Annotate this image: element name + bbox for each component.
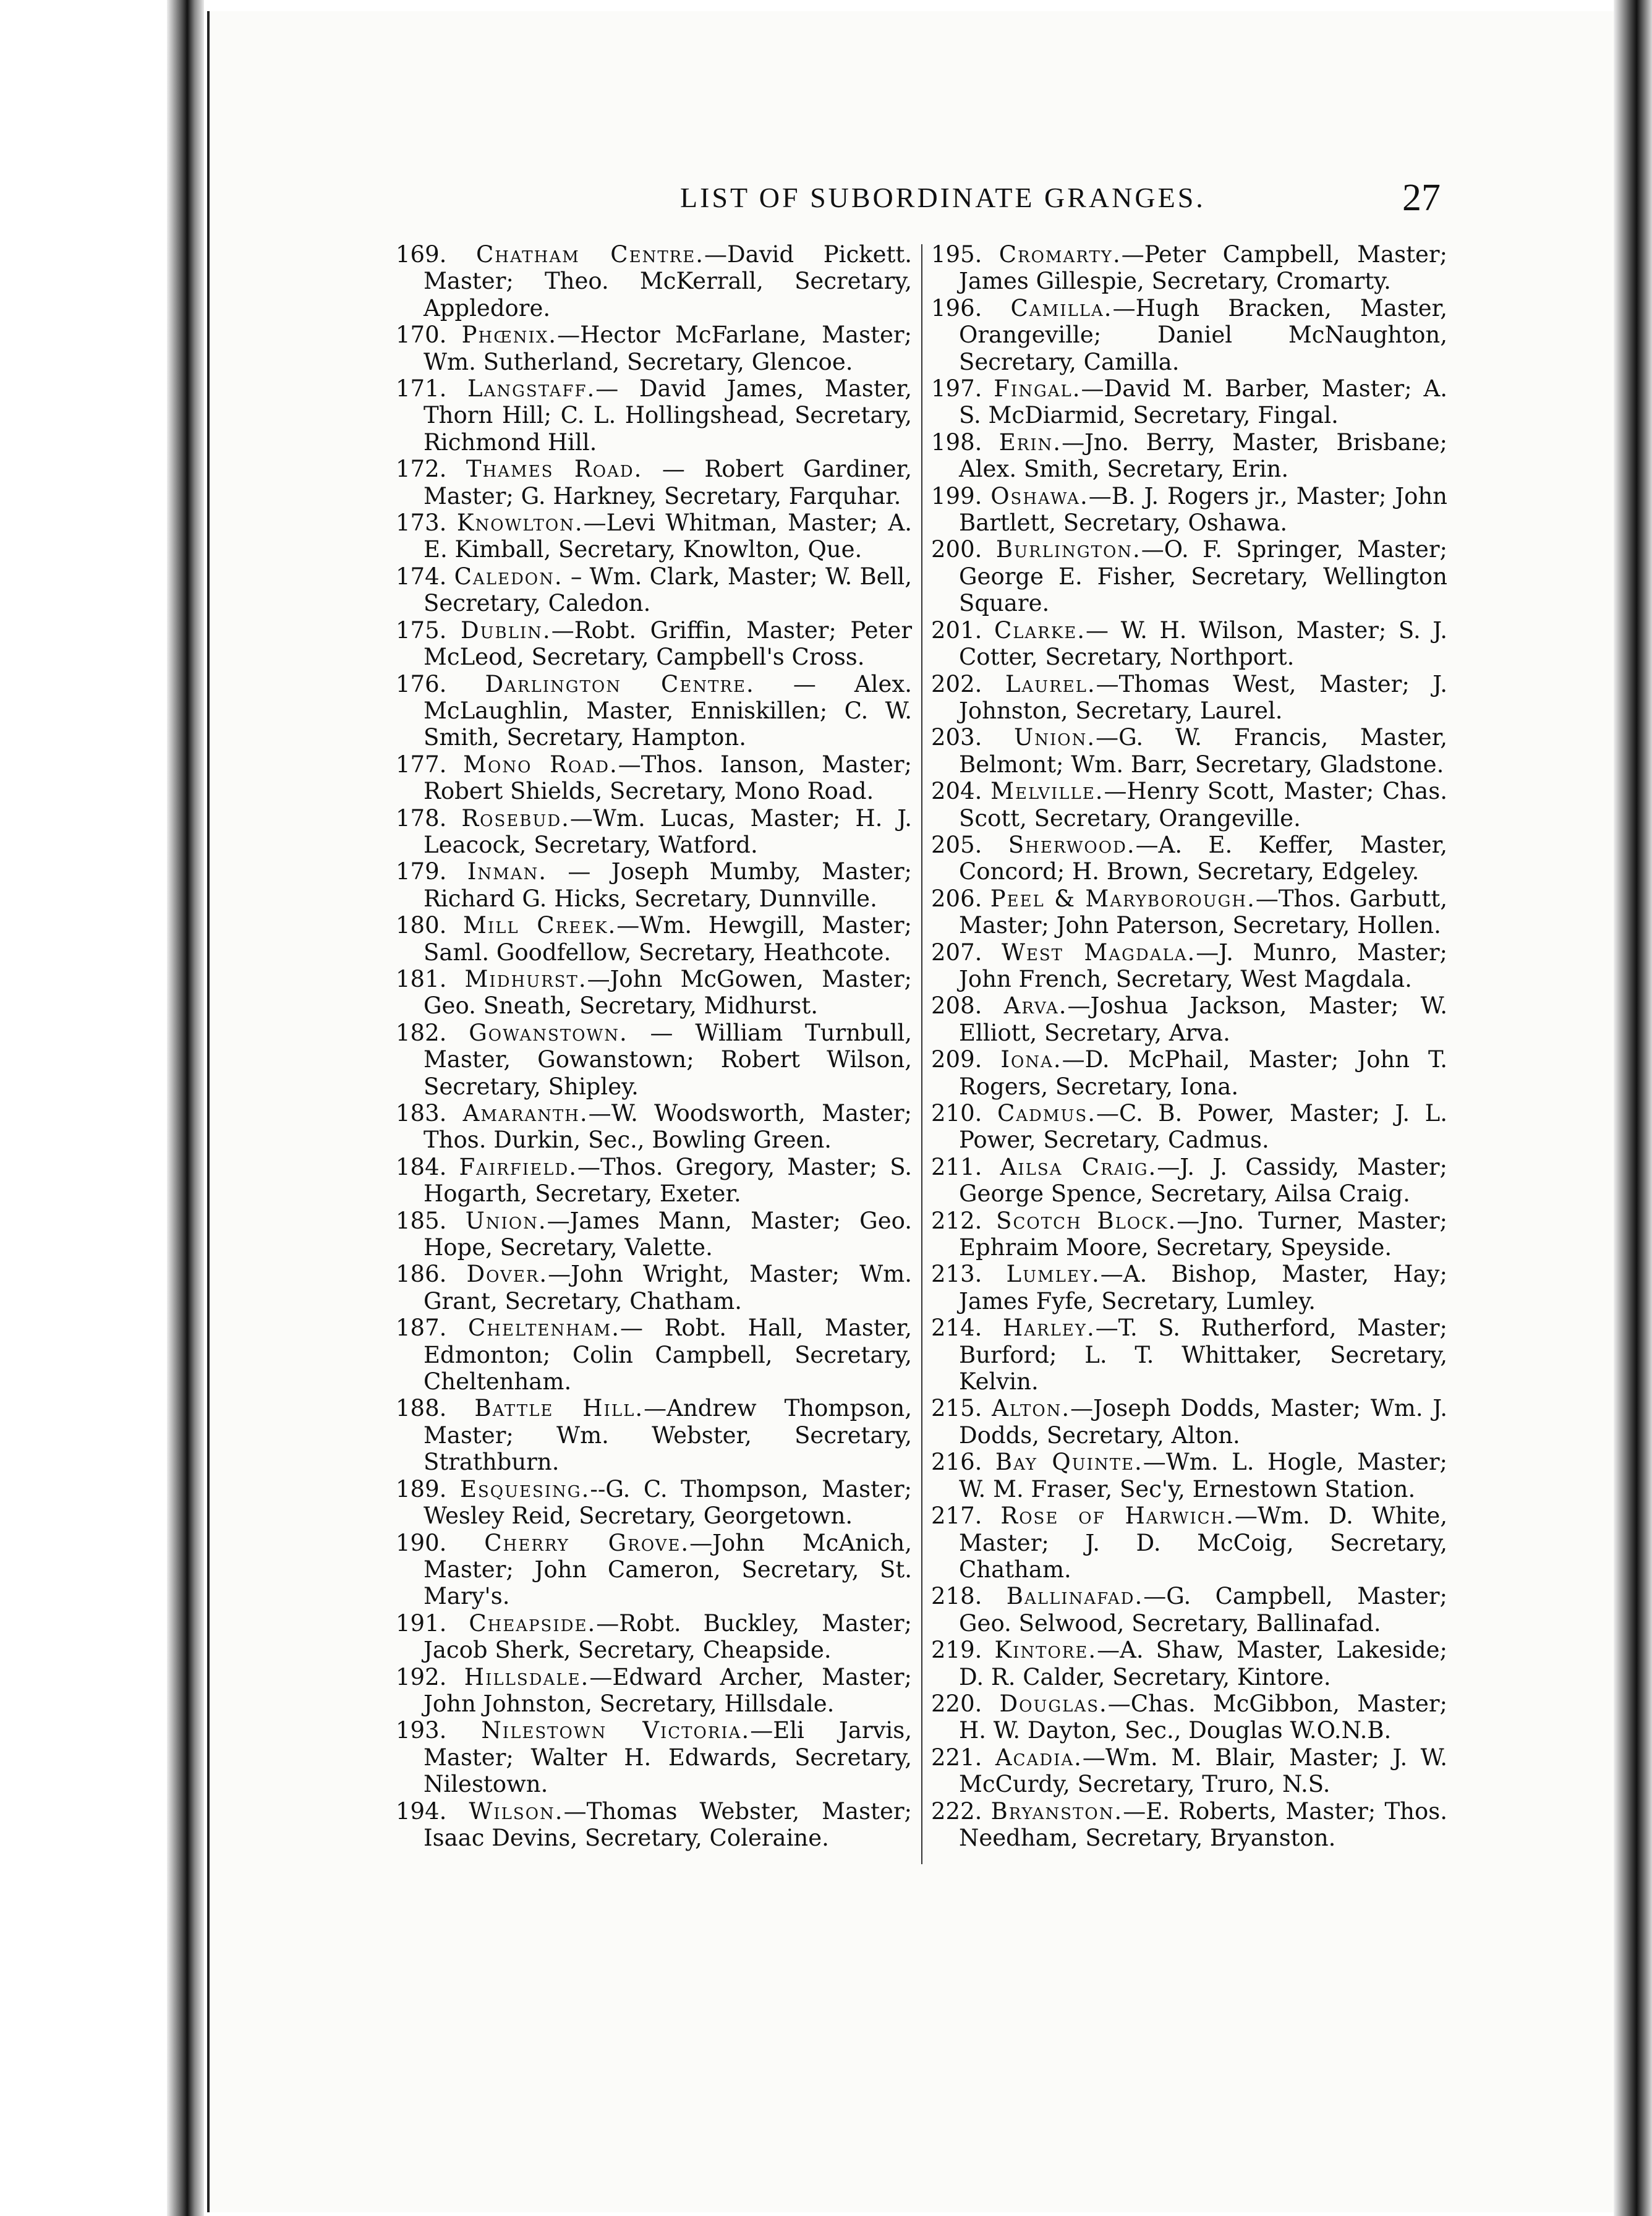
grange-entry bbox=[396, 858, 912, 912]
grange-officers: —A. Bishop, Master, Hay; James Fyfe, Secretary, Lumley. bbox=[959, 1261, 1447, 1315]
grange-entry bbox=[396, 1664, 912, 1718]
grange-entry bbox=[396, 456, 912, 509]
grange-number: 209. bbox=[931, 1046, 982, 1073]
right-column bbox=[931, 241, 1447, 1851]
grange-number: 207. bbox=[931, 939, 982, 966]
grange-officers: —C. B. Power, Master; J. L. Power, Secretary, Cadmus. bbox=[959, 1100, 1447, 1154]
grange-number: 211. bbox=[931, 1153, 982, 1180]
grange-officers: – Wm. Clark, Master; W. Bell, Secretary, Caledon. bbox=[424, 563, 913, 617]
grange-number: 181. bbox=[396, 965, 447, 992]
grange-number: 190. bbox=[396, 1529, 447, 1556]
grange-officers: —Chas. McGibbon, Master; H. W. Dayton, Sec., Douglas W.O.N.B. bbox=[959, 1690, 1448, 1744]
grange-entry bbox=[396, 509, 912, 563]
grange-number: 189. bbox=[396, 1475, 447, 1502]
grange-number: 174. bbox=[396, 563, 447, 590]
grange-name: Acadia. bbox=[995, 1744, 1083, 1771]
grange-officers: —Edward Archer, Master; John Johnston, Secretary, Hillsdale. bbox=[424, 1663, 912, 1717]
grange-entry bbox=[396, 1315, 912, 1395]
grange-name: Harley. bbox=[1002, 1315, 1096, 1342]
grange-entry bbox=[931, 429, 1447, 483]
grange-name: Kintore. bbox=[994, 1637, 1097, 1664]
grange-name: Fingal. bbox=[994, 375, 1081, 403]
grange-officers: —Henry Scott, Master; Chas. Scott, Secretary, Orangeville. bbox=[959, 778, 1447, 832]
left-column bbox=[396, 241, 912, 1851]
grange-name: Nilestown Victoria. bbox=[481, 1717, 751, 1744]
grange-name: Hillsdale. bbox=[464, 1663, 590, 1690]
grange-officers: — David James, Master, Thorn Hill; C. L. Hollingshead, Secretary, Richmond Hill. bbox=[424, 375, 912, 456]
grange-name: West Magdala. bbox=[1001, 939, 1196, 966]
grange-entry bbox=[396, 1261, 912, 1315]
grange-name: Wilson. bbox=[469, 1797, 564, 1825]
grange-number: 180. bbox=[396, 912, 447, 939]
grange-officers: —B. J. Rogers jr., Master; John Bartlett, Secretary, Oshawa. bbox=[959, 482, 1448, 537]
grange-name: Rose of Harwich. bbox=[1000, 1502, 1235, 1530]
grange-name: Arva. bbox=[1003, 992, 1068, 1020]
grange-name: Gowanstown. bbox=[469, 1019, 628, 1046]
grange-number: 173. bbox=[396, 509, 447, 537]
grange-number: 208. bbox=[931, 992, 982, 1020]
grange-entry bbox=[931, 1261, 1447, 1315]
grange-number: 184. bbox=[396, 1153, 447, 1180]
grange-name: Chatham Centre. bbox=[475, 241, 704, 268]
grange-entry bbox=[396, 1610, 912, 1664]
grange-entry bbox=[396, 241, 912, 322]
grange-entry bbox=[931, 1154, 1447, 1208]
grange-officers: —Robt. Buckley, Master; Jacob Sherk, Secretary, Cheapside. bbox=[424, 1609, 912, 1664]
grange-number: 170. bbox=[396, 322, 447, 349]
grange-officers: —Joshua Jackson, Master; W. Elliott, Secretary, Arva. bbox=[959, 992, 1447, 1046]
grange-name: Cheltenham. bbox=[467, 1315, 620, 1342]
grange-entry bbox=[396, 1020, 912, 1100]
grange-number: 202. bbox=[931, 670, 982, 697]
running-title: LIST OF SUBORDINATE GRANGES. bbox=[680, 182, 1206, 213]
grange-number: 222. bbox=[931, 1797, 982, 1825]
grange-name: Alton. bbox=[992, 1395, 1071, 1422]
grange-number: 210. bbox=[931, 1100, 982, 1127]
grange-entry bbox=[931, 778, 1447, 832]
grange-entry bbox=[931, 1395, 1447, 1449]
grange-entry bbox=[931, 1798, 1447, 1852]
grange-number: 194. bbox=[396, 1797, 447, 1825]
grange-entry bbox=[396, 1476, 912, 1530]
grange-entry bbox=[931, 671, 1447, 725]
grange-entry bbox=[931, 1502, 1447, 1583]
grange-officers: —Thos. Garbutt, Master; John Paterson, Secretary, Hollen. bbox=[959, 885, 1447, 939]
grange-name: Lumley. bbox=[1006, 1261, 1101, 1288]
grange-name: Rosebud. bbox=[461, 804, 570, 832]
grange-number: 196. bbox=[931, 294, 982, 322]
grange-officers: —Eli Jarvis, Master; Walter H. Edwards, Secretary, Nilestown. bbox=[424, 1717, 912, 1798]
grange-name: Cadmus. bbox=[997, 1100, 1096, 1127]
grange-entry bbox=[931, 939, 1447, 993]
grange-entry bbox=[396, 322, 912, 375]
grange-entry bbox=[931, 885, 1447, 939]
grange-entry bbox=[931, 1449, 1447, 1502]
grange-entry bbox=[396, 617, 912, 671]
grange-name: Battle Hill. bbox=[474, 1395, 644, 1422]
grange-officers: — W. H. Wilson, Master; S. J. Cotter, Secretary, Northport. bbox=[959, 616, 1447, 671]
grange-entry bbox=[931, 483, 1447, 537]
grange-entry bbox=[396, 1154, 912, 1208]
grange-entry bbox=[931, 1046, 1447, 1100]
grange-officers: —Thos. Ianson, Master; Robert Shields, Secretary, Mono Road. bbox=[424, 751, 913, 805]
grange-officers: —John McGowen, Master; Geo. Sneath, Secretary, Midhurst. bbox=[424, 965, 912, 1020]
grange-number: 175. bbox=[396, 616, 447, 644]
grange-name: Dover. bbox=[466, 1261, 548, 1288]
grange-officers: —Hugh Bracken, Master, Orangeville; Daniel McNaughton, Secretary, Camilla. bbox=[959, 294, 1448, 375]
grange-entry bbox=[396, 1798, 912, 1852]
grange-entry bbox=[931, 375, 1447, 429]
grange-number: 192. bbox=[396, 1663, 447, 1690]
grange-officers: —David Pickett. Master; Theo. McKerrall, Secretary, Appledore. bbox=[424, 241, 912, 322]
grange-officers: —Jno. Turner, Master; Ephraim Moore, Secretary, Speyside. bbox=[959, 1207, 1448, 1261]
grange-officers: —Wm. L. Hogle, Master; W. M. Fraser, Sec'y, Ernestown Station. bbox=[959, 1449, 1447, 1502]
grange-number: 197. bbox=[931, 375, 982, 403]
grange-number: 221. bbox=[931, 1744, 982, 1771]
grange-number: 177. bbox=[396, 751, 447, 778]
grange-name: Mill Creek. bbox=[462, 912, 617, 939]
grange-name: Peel & Maryborough. bbox=[990, 885, 1256, 912]
grange-officers: —Levi Whitman, Master; A. E. Kimball, Secretary, Knowlton, Que. bbox=[424, 509, 912, 563]
grange-number: 198. bbox=[931, 428, 982, 456]
grange-number: 176. bbox=[396, 670, 447, 697]
facing-page-edge bbox=[167, 0, 204, 2216]
grange-number: 212. bbox=[931, 1207, 982, 1234]
grange-number: 199. bbox=[931, 482, 982, 509]
page-right-edge bbox=[1614, 0, 1652, 2216]
grange-name: Amaranth. bbox=[462, 1100, 589, 1127]
grange-number: 185. bbox=[396, 1207, 447, 1234]
grange-entry bbox=[931, 1690, 1447, 1744]
grange-number: 182. bbox=[396, 1019, 447, 1046]
grange-officers: —Wm. Lucas, Master; H. J. Leacock, Secretary, Watford. bbox=[424, 804, 912, 858]
grange-entry bbox=[396, 671, 912, 751]
grange-number: 186. bbox=[396, 1261, 447, 1288]
grange-number: 195. bbox=[931, 241, 982, 268]
grange-officers: —J. J. Cassidy, Master; George Spence, Secretary, Ailsa Craig. bbox=[959, 1153, 1447, 1208]
grange-entry bbox=[396, 805, 912, 859]
grange-number: 204. bbox=[931, 778, 982, 805]
grange-number: 178. bbox=[396, 804, 447, 832]
grange-officers: — Robert Gardiner, Master; G. Harkney, Secretary, Farquhar. bbox=[424, 456, 912, 509]
grange-name: Scotch Block. bbox=[996, 1207, 1177, 1234]
grange-name: Erin. bbox=[998, 428, 1062, 456]
grange-number: 213. bbox=[931, 1261, 982, 1288]
grange-number: 187. bbox=[396, 1315, 447, 1342]
grange-entry bbox=[931, 617, 1447, 671]
grange-number: 171. bbox=[396, 375, 447, 403]
grange-number: 188. bbox=[396, 1395, 447, 1422]
grange-officers: —Thomas West, Master; J. Johnston, Secretary, Laurel. bbox=[959, 670, 1447, 724]
grange-entry bbox=[396, 1717, 912, 1797]
grange-entry bbox=[931, 832, 1447, 885]
grange-officers: — Alex. McLaughlin, Master, Enniskillen; C. W. Smith, Secretary, Hampton. bbox=[424, 670, 912, 751]
grange-officers: — William Turnbull, Master, Gowanstown; Robert Wilson, Secretary, Shipley. bbox=[424, 1019, 912, 1100]
grange-name: Oshawa. bbox=[990, 482, 1089, 509]
grange-entry bbox=[396, 375, 912, 456]
grange-entry bbox=[396, 563, 912, 617]
grange-name: Thames Road. bbox=[466, 456, 643, 483]
grange-officers: —Hector McFarlane, Master; Wm. Sutherland, Secretary, Glencoe. bbox=[424, 322, 913, 375]
grange-officers: —T. S. Rutherford, Master; Burford; L. T. Whittaker, Secretary, Kelvin. bbox=[959, 1315, 1448, 1396]
grange-entry bbox=[931, 992, 1447, 1046]
grange-number: 219. bbox=[931, 1637, 982, 1664]
grange-name: Union. bbox=[1014, 724, 1096, 751]
grange-name: Ballinafad. bbox=[1006, 1583, 1144, 1610]
grange-name: Dublin. bbox=[460, 616, 551, 644]
grange-officers: —E. Roberts, Master; Thos. Needham, Secretary, Bryanston. bbox=[959, 1797, 1447, 1851]
grange-entry bbox=[396, 912, 912, 966]
grange-officers: —Peter Campbell, Master; James Gillespie, Secretary, Cromarty. bbox=[959, 241, 1447, 295]
grange-officers: —Thos. Gregory, Master; S. Hogarth, Secretary, Exeter. bbox=[424, 1153, 912, 1208]
grange-name: Midhurst. bbox=[464, 965, 587, 992]
grange-name: Ailsa Craig. bbox=[1000, 1153, 1157, 1180]
grange-entry bbox=[396, 966, 912, 1020]
grange-officers: —John McAnich, Master; John Cameron, Secretary, St. Mary's. bbox=[424, 1529, 913, 1610]
grange-entry bbox=[931, 1637, 1447, 1690]
grange-officers: —Wm. D. White, Master; J. D. McCoig, Secretary, Chatham. bbox=[959, 1502, 1448, 1583]
grange-entry bbox=[396, 751, 912, 805]
grange-number: 218. bbox=[931, 1583, 982, 1610]
grange-name: Cheapside. bbox=[469, 1609, 597, 1637]
grange-name: Laurel. bbox=[1005, 670, 1096, 697]
grange-entry bbox=[931, 1208, 1447, 1261]
grange-number: 206. bbox=[931, 885, 982, 912]
grange-name: Cromarty. bbox=[998, 241, 1122, 268]
grange-officers: —Wm. M. Blair, Master; J. W. McCurdy, Secretary, Truro, N.S. bbox=[959, 1744, 1447, 1798]
grange-officers: —W. Woodsworth, Master; Thos. Durkin, Sec., Bowling Green. bbox=[424, 1100, 912, 1154]
grange-entry bbox=[931, 1583, 1447, 1637]
grange-number: 191. bbox=[396, 1609, 447, 1637]
grange-officers: —G. Campbell, Master; Geo. Selwood, Secretary, Ballinafad. bbox=[959, 1583, 1447, 1637]
grange-name: Esquesing. bbox=[459, 1475, 590, 1502]
grange-number: 172. bbox=[396, 456, 447, 483]
grange-officers: --G. C. Thompson, Master; Wesley Reid, Secretary, Georgetown. bbox=[424, 1475, 912, 1530]
column-divider bbox=[921, 244, 922, 1864]
grange-officers: —James Mann, Master; Geo. Hope, Secretary, Valette. bbox=[424, 1207, 912, 1261]
grange-officers: —Robt. Griffin, Master; Peter McLeod, Secretary, Campbell's Cross. bbox=[424, 616, 913, 671]
grange-officers: —D. McPhail, Master; John T. Rogers, Secretary, Iona. bbox=[959, 1046, 1447, 1100]
page-number: 27 bbox=[1402, 177, 1441, 219]
grange-number: 205. bbox=[931, 831, 982, 858]
grange-officers: —O. F. Springer, Master; George E. Fisher, Secretary, Wellington Square. bbox=[959, 536, 1448, 617]
grange-name: Inman. bbox=[467, 858, 548, 885]
grange-name: Sherwood. bbox=[1008, 831, 1136, 858]
grange-name: Melville. bbox=[990, 778, 1104, 805]
grange-name: Langstaff. bbox=[467, 375, 596, 403]
grange-entry bbox=[931, 536, 1447, 616]
grange-entry bbox=[931, 724, 1447, 778]
grange-number: 217. bbox=[931, 1502, 982, 1530]
grange-name: Burlington. bbox=[995, 536, 1141, 563]
grange-name: Knowlton. bbox=[456, 509, 584, 537]
grange-name: Mono Road. bbox=[463, 751, 618, 778]
grange-number: 169. bbox=[396, 241, 447, 268]
grange-name: Phœnix. bbox=[461, 322, 558, 349]
page-header bbox=[680, 176, 1441, 226]
grange-number: 203. bbox=[931, 724, 982, 751]
grange-officers: —G. W. Francis, Master, Belmont; Wm. Barr, Secretary, Gladstone. bbox=[959, 724, 1447, 778]
grange-officers: —Wm. Hewgill, Master; Saml. Goodfellow, Secretary, Heathcote. bbox=[424, 912, 912, 966]
grange-name: Darlington Centre. bbox=[485, 670, 755, 697]
grange-number: 193. bbox=[396, 1717, 447, 1744]
grange-entry bbox=[931, 295, 1447, 375]
grange-entry bbox=[931, 1100, 1447, 1154]
grange-number: 214. bbox=[931, 1315, 982, 1342]
grange-name: Union. bbox=[465, 1207, 547, 1234]
grange-officers: —Jno. Berry, Master, Brisbane; Alex. Smith, Secretary, Erin. bbox=[959, 428, 1447, 483]
grange-name: Fairfield. bbox=[459, 1153, 577, 1180]
grange-entry bbox=[396, 1100, 912, 1154]
grange-number: 220. bbox=[931, 1690, 982, 1717]
grange-officers: —Andrew Thompson, Master; Wm. Webster, Secretary, Strathburn. bbox=[424, 1395, 913, 1476]
grange-entry bbox=[396, 1208, 912, 1261]
grange-name: Bay Quinte. bbox=[995, 1449, 1143, 1476]
grange-officers: —Joseph Dodds, Master; Wm. J. Dodds, Secretary, Alton. bbox=[959, 1395, 1448, 1449]
grange-entry bbox=[396, 1395, 912, 1475]
grange-officers: — Robt. Hall, Master, Edmonton; Colin Campbell, Secretary, Cheltenham. bbox=[424, 1315, 912, 1396]
grange-officers: —Thomas Webster, Master; Isaac Devins, Secretary, Coleraine. bbox=[424, 1797, 912, 1851]
grange-number: 216. bbox=[931, 1449, 982, 1476]
grange-number: 200. bbox=[931, 536, 982, 563]
grange-name: Iona. bbox=[1000, 1046, 1062, 1073]
grange-officers: —John Wright, Master; Wm. Grant, Secretary, Chatham. bbox=[424, 1261, 913, 1315]
grange-number: 201. bbox=[931, 616, 982, 644]
grange-officers: — Joseph Mumby, Master; Richard G. Hicks, Secretary, Dunnville. bbox=[424, 858, 913, 912]
grange-entry bbox=[931, 1315, 1447, 1395]
grange-officers: —A. E. Keffer, Master, Concord; H. Brown, Secretary, Edgeley. bbox=[959, 831, 1447, 885]
grange-name: Cherry Grove. bbox=[484, 1529, 690, 1556]
grange-number: 179. bbox=[396, 858, 447, 885]
grange-name: Caledon. bbox=[454, 563, 563, 590]
grange-name: Clarke. bbox=[994, 616, 1086, 644]
grange-officers: —J. Munro, Master; John French, Secretary, West Magdala. bbox=[959, 939, 1447, 992]
grange-name: Camilla. bbox=[1010, 294, 1113, 322]
grange-entry bbox=[931, 1744, 1447, 1798]
grange-name: Douglas. bbox=[999, 1690, 1108, 1717]
grange-name: Bryanston. bbox=[990, 1797, 1123, 1825]
grange-entry bbox=[931, 241, 1447, 295]
grange-officers: —A. Shaw, Master, Lakeside; D. R. Calder, Secretary, Kintore. bbox=[959, 1637, 1447, 1690]
grange-number: 183. bbox=[396, 1100, 447, 1127]
grange-entry bbox=[396, 1530, 912, 1610]
grange-number: 215. bbox=[931, 1395, 982, 1422]
grange-officers: —David M. Barber, Master; A. S. McDiarmid, Secretary, Fingal. bbox=[959, 375, 1448, 429]
